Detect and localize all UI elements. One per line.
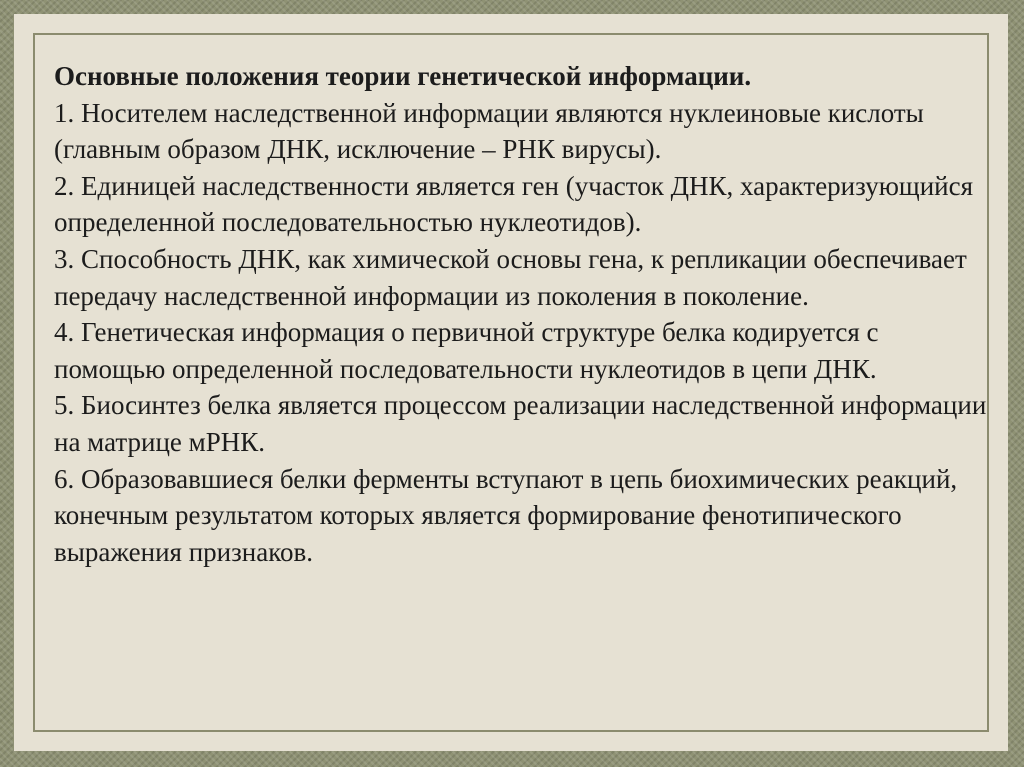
list-item-2: 2. Единицей наследственности является ген (участок ДНК, характеризующийся определенной последовательностью нуклеотидов). [54,170,973,238]
list-item-3: 3. Способность ДНК, как химической основы гена, к репликации обеспечивает передачу наследственной информации из поколения в поколение. [54,243,967,311]
slide-title: Основные положения теории генетической информации. [54,61,752,91]
slide-body [54,58,994,570]
list-item-5: 5. Биосинтез белка является процессом реализации наследственной информации на матрице мРНК. [54,390,987,457]
list-item-1: 1. Носителем наследственной информации являются нуклеиновые кислоты (главным образом ДНК, исключение – РНК вирусы). [54,97,924,165]
list-item-4: 4. Генетическая информация о первичной структуре белка кодируется с помощью определенной последовательности нуклеотидов в цепи ДНК. [54,317,879,384]
list-item-6: 6. Образовавшиеся белки ферменты вступают в цепь биохимических реакций, конечным результатом которых является формирование фенотипического выражения признаков. [54,463,958,567]
slide-panel [14,14,1008,751]
